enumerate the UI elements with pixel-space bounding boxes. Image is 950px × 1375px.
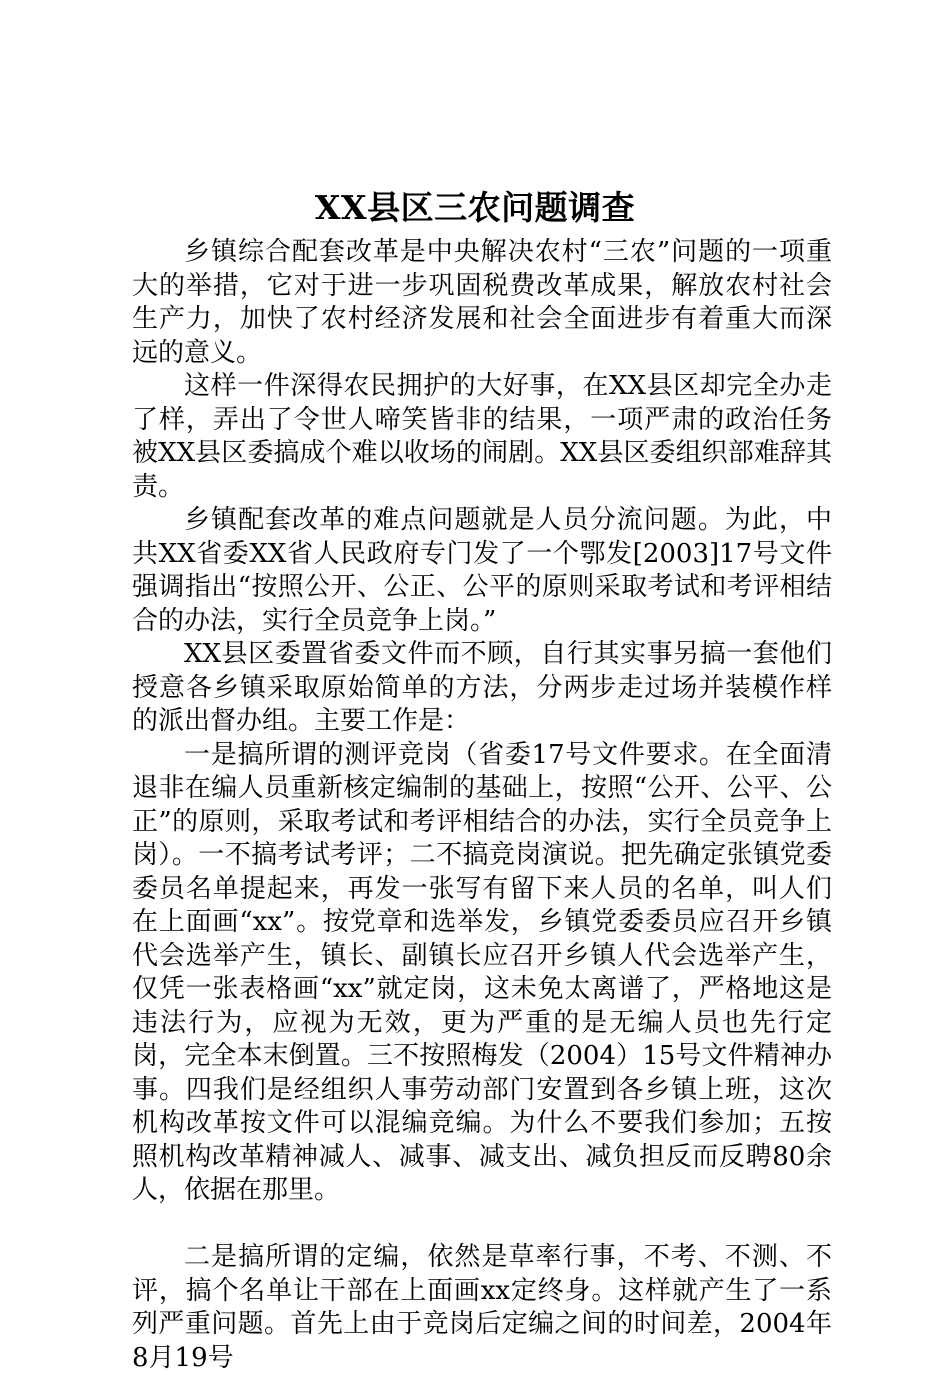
- paragraph-3: 乡镇配套改革的难点问题就是人员分流问题。为此，中共XX省委XX省人民政府专门发了一个鄂发[2003]17号文件强调指出“按照公开、公正、公平的原则采取考试和考评相结合的办法，实行全员竞争上岗。”: [132, 505, 832, 636]
- paragraph-5: 一是搞所谓的测评竞岗（省委17号文件要求。在全面清退非在编人员重新核定编制的基础上，按照“公开、公平、公正”的原则，采取考试和考评相结合的办法，实行全员竞争上岗）。一不搞考试考评；二不搞竞岗演说。把先确定张镇党委委员名单提起来，再发一张写有留下来人员的名单，叫人们在上面画“xx”。按党章和选举发，乡镇党委委员应召开乡镇代会选举产生，镇长、副镇长应召开乡镇人代会选举产生，仅凭一张表格画“xx”就定岗，这未免太离谱了，严格地这是违法行为，应视为无效，更为严重的是无编人员也先行定岗，完全本末倒置。三不按照梅发（2004）15号文件精神办事。四我们是经组织人事劳动部门安置到各乡镇上班，这次机构改革按文件可以混编竞编。为什么不要我们参加；五按照机构改革精神减人、减事、减支出、减负担反而反聘80余人，依据在那里。: [132, 739, 832, 1205]
- paragraph-1: 乡镇综合配套改革是中央解决农村“三农”问题的一项重大的举措，它对于进一步巩固税费改革成果，解放农村社会生产力，加快了农村经济发展和社会全面进步有着重大而深远的意义。: [132, 237, 832, 368]
- paragraph-4: XX县区委置省委文件而不顾，自行其实事另搞一套他们授意各乡镇采取原始简单的方法，分两步走过场并装模作样的派出督办组。主要工作是：: [132, 639, 832, 736]
- document-title: XX县区三农问题调查: [314, 188, 636, 227]
- document-body: [132, 236, 832, 1375]
- paragraph-6: 二是搞所谓的定编，依然是草率行事，不考、不测、不评，搞个名单让干部在上面画xx定终身。这样就产生了一系列严重问题。首先上由于竞岗后定编之间的时间差，2004年8月19号: [132, 1242, 832, 1373]
- paragraph-2: 这样一件深得农民拥护的大好事，在XX县区却完全办走了样，弄出了令世人啼笑皆非的结果，一项严肃的政治任务被XX县区委搞成个难以收场的闹剧。XX县区委组织部难辞其责。: [132, 371, 832, 502]
